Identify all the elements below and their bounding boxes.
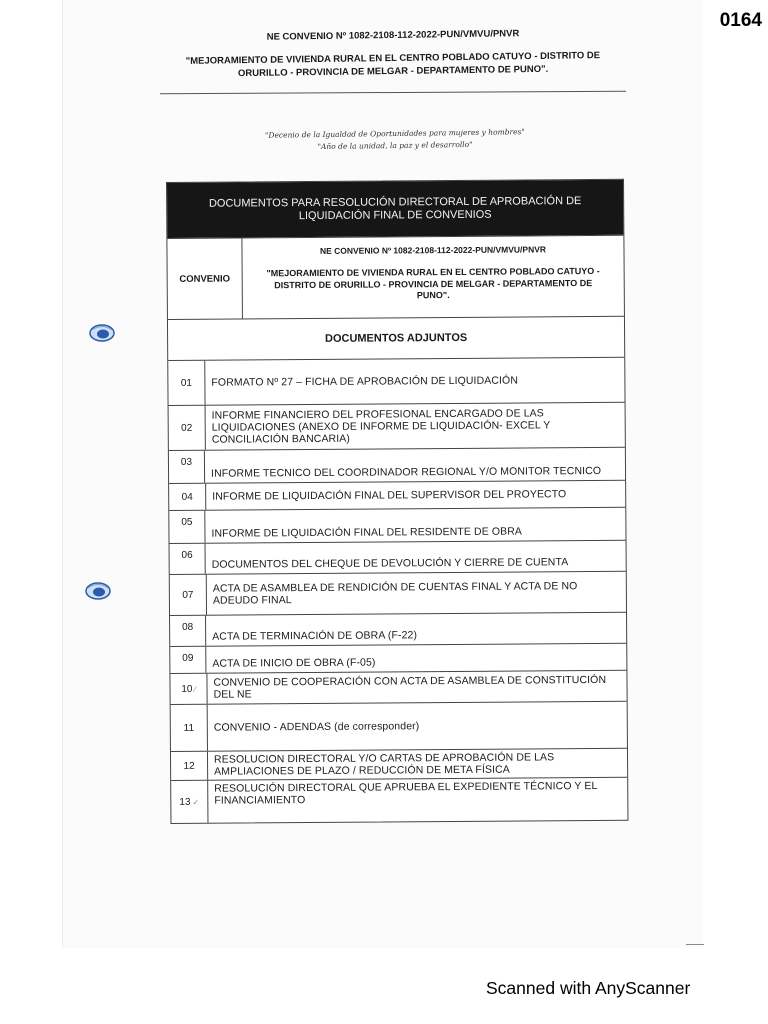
row-description: INFORME TECNICO DEL COORDINADOR REGIONAL Y/O MONITOR TECNICO (210, 464, 602, 480)
header-title-line: ORURILLO - PROVINCIA DE MELGAR - DEPARTAMENTO DE PUNO". (237, 63, 549, 80)
row-number: 05 (169, 511, 205, 543)
convenio-code: NE CONVENIO Nº 1082-2108-112-2022-PUN/VMVU/PNVR (319, 244, 547, 256)
row-description: ACTA DE TERMINACIÓN DE OBRA (F-22) (212, 629, 418, 643)
attachments-heading: DOCUMENTOS ADJUNTOS (168, 316, 624, 360)
convenio-title (249, 266, 618, 303)
table-row (168, 357, 624, 405)
row-number: 02 (169, 406, 206, 450)
table-row (169, 447, 625, 483)
convenio-title-line: PUNO". (416, 290, 450, 301)
table-row (169, 402, 625, 450)
convenio-row (167, 235, 624, 319)
header-title-line: "MEJORAMIENTO DE VIVIENDA RURAL EN EL CENTRO POBLADO CATUYO - DISTRITO DE (185, 50, 601, 67)
row-description: CONVENIO - ADENDAS (de corresponder) (213, 720, 420, 734)
scanner-watermark: Scanned with AnyScanner (486, 978, 691, 998)
check-mark-icon: ✓ (192, 797, 200, 807)
motto-line: "Decenio de la Igualdad de Oportunidades para mujeres y hombres" (264, 127, 525, 140)
row-description: ACTA DE INICIO DE OBRA (F-05) (212, 656, 376, 670)
page-number: 0164 (719, 10, 762, 31)
convenio-label: CONVENIO (167, 238, 243, 319)
check-mark-icon: ⁄ (194, 684, 196, 694)
row-number: 11 (171, 705, 208, 751)
table-row (171, 748, 627, 780)
row-number: 09 (170, 647, 206, 673)
table-banner (167, 180, 623, 238)
row-number (170, 674, 207, 704)
row-number-value: 10 (181, 683, 193, 695)
table-row (169, 480, 625, 510)
row-number: 08 (170, 616, 206, 646)
header-code: NE CONVENIO Nº 1082-2108-112-2022-PUN/VMVU/PNVR (266, 28, 520, 43)
row-description: RESOLUCION DIRECTORAL Y/O CARTAS DE APROBACIÓN DE LAS AMPLIACIONES DE PLAZO / REDUCCIÓN DE META FÍSICA (213, 751, 555, 778)
table-row (171, 701, 627, 751)
row-number: 07 (170, 575, 207, 615)
row-number: 06 (170, 544, 206, 574)
banner-line: LIQUIDACIÓN FINAL DE CONVENIOS (298, 208, 492, 223)
convenio-content (242, 236, 624, 319)
row-number: 03 (169, 451, 205, 483)
edge-mark (686, 944, 704, 945)
row-description: CONVENIO DE COOPERACIÓN CON ACTA DE ASAMBLEA DE CONSTITUCIÓN DEL NE (213, 673, 607, 701)
table-row (169, 507, 625, 543)
documents-table (166, 179, 628, 824)
table-row (170, 540, 626, 574)
row-number: 01 (168, 361, 205, 405)
row-description: INFORME DE LIQUIDACIÓN FINAL DEL SUPERVISOR DEL PROYECTO (212, 488, 567, 503)
row-description: INFORME DE LIQUIDACIÓN FINAL DEL RESIDENTE DE OBRA (211, 525, 523, 540)
row-description: DOCUMENTOS DEL CHEQUE DE DEVOLUCIÓN Y CIERRE DE CUENTA (211, 556, 569, 571)
punch-hole-stamp-icon (84, 580, 112, 602)
convenio-title-line: "MEJORAMIENTO DE VIVIENDA RURAL EN EL CENTRO POBLADO CATUYO - (266, 265, 600, 279)
convenio-title-line: DISTRITO DE ORURILLO - PROVINCIA DE MELGAR - DEPARTAMENTO DE (274, 277, 593, 290)
row-description: INFORME FINANCIERO DEL PROFESIONAL ENCARGADO DE LAS LIQUIDACIONES (ANEXO DE INFORME DE LIQUIDACIÓN- EXCEL Y CONCILIACIÓN BANCARIA) (211, 407, 551, 446)
table-row (170, 612, 626, 646)
row-description: RESOLUCIÓN DIRECTORAL QUE APRUEBA EL EXPEDIENTE TÉCNICO Y EL FINANCIAMIENTO (214, 780, 598, 807)
table-row (170, 643, 626, 673)
row-number (171, 781, 208, 823)
banner-line: DOCUMENTOS PARA RESOLUCIÓN DIRECTORAL DE APROBACIÓN DE (208, 195, 582, 210)
row-description: FORMATO Nº 27 – FICHA DE APROBACIÓN DE LIQUIDACIÓN (211, 374, 519, 389)
motto-line: "Año de la unidad, la paz y el desarrollo" (317, 139, 473, 152)
punch-hole-stamp-icon (88, 322, 116, 344)
table-row (170, 571, 626, 615)
row-number: 12 (171, 752, 208, 780)
row-number-value: 13 (179, 796, 191, 808)
table-row (171, 777, 627, 823)
row-number: 04 (169, 484, 206, 510)
table-row (170, 670, 626, 704)
row-description: ACTA DE ASAMBLEA DE RENDICIÓN DE CUENTAS FINAL Y ACTA DE NO ADEUDO FINAL (212, 580, 578, 607)
